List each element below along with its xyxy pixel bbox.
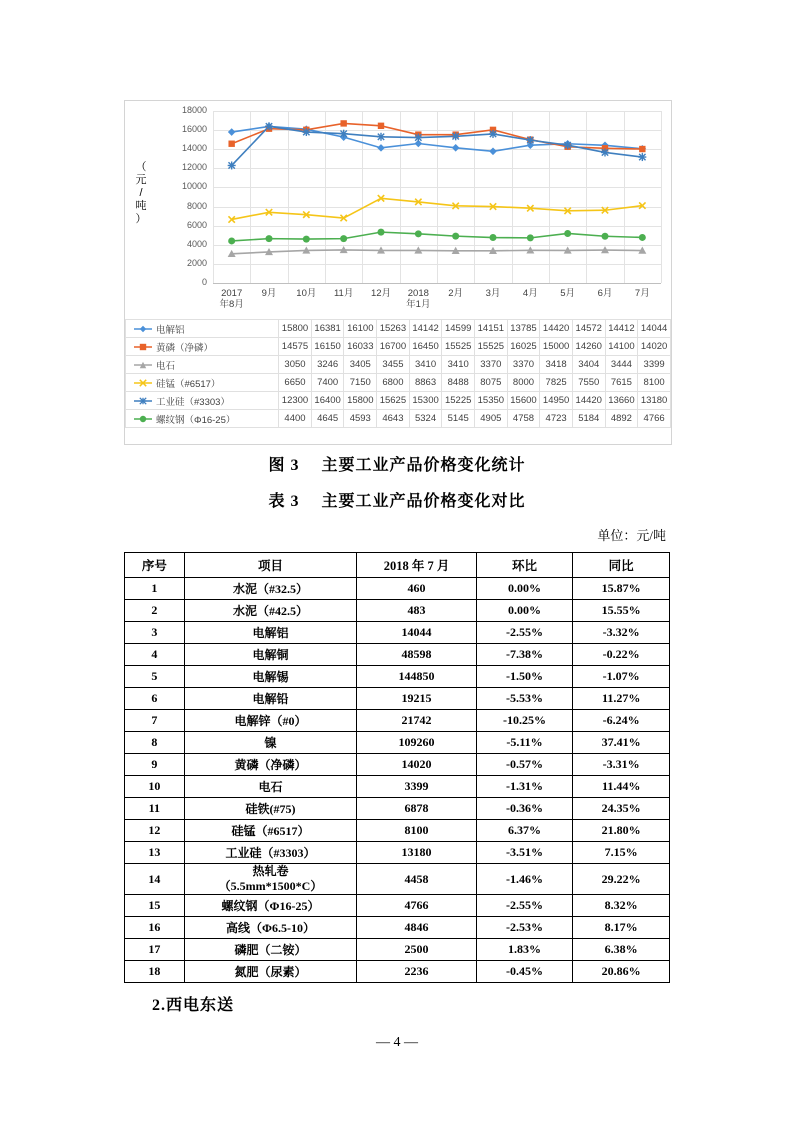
cell-yoy: -3.31% xyxy=(573,754,670,776)
cell-item: 电解铜 xyxy=(184,644,357,666)
cell-yoy: 6.38% xyxy=(573,939,670,961)
chart-table-row xyxy=(126,356,671,374)
cell-no: 18 xyxy=(125,961,185,983)
chart-table-cell: 4905 xyxy=(475,410,508,428)
chart-table-row xyxy=(126,410,671,428)
chart-table-cell: 8075 xyxy=(475,374,508,392)
cell-value: 14020 xyxy=(357,754,476,776)
chart-y-tick: 8000 xyxy=(186,200,207,211)
chart-table-cell: 14575 xyxy=(279,338,312,356)
chart-table-row xyxy=(126,338,671,356)
table-row xyxy=(125,710,670,732)
cell-value: 4458 xyxy=(357,864,476,895)
table-row xyxy=(125,961,670,983)
chart-x-tick-labels xyxy=(213,286,661,316)
chart-table-cell: 16700 xyxy=(377,338,410,356)
cell-no: 9 xyxy=(125,754,185,776)
chart-series-legend-1 xyxy=(126,320,279,338)
cell-no: 3 xyxy=(125,622,185,644)
cell-mom: -1.50% xyxy=(476,666,573,688)
chart-table-cell: 13180 xyxy=(638,392,671,410)
cell-item: 水泥（#42.5） xyxy=(184,600,357,622)
cell-yoy: 37.41% xyxy=(573,732,670,754)
cell-no: 11 xyxy=(125,798,185,820)
cell-mom: -0.57% xyxy=(476,754,573,776)
legend-marker-icon xyxy=(134,396,152,406)
chart-x-tick: 3月 xyxy=(485,288,501,299)
chart-table-row xyxy=(126,320,671,338)
chart-series-1 xyxy=(228,123,646,155)
table-row xyxy=(125,644,670,666)
chart-series-legend-5 xyxy=(126,392,279,410)
chart-series-name: 电石 xyxy=(156,360,176,372)
cell-mom: -0.36% xyxy=(476,798,573,820)
cell-mom: 0.00% xyxy=(476,578,573,600)
cell-item: 电解锡 xyxy=(184,666,357,688)
cell-value: 4766 xyxy=(357,895,476,917)
cell-item: 热轧卷 （5.5mm*1500*C） xyxy=(184,864,357,895)
chart-x-tick: 12月 xyxy=(370,288,392,299)
chart-series-legend-4 xyxy=(126,374,279,392)
product-price-table xyxy=(124,552,670,983)
chart-y-tick: 12000 xyxy=(181,162,207,173)
chart-table-cell: 5184 xyxy=(572,410,605,428)
legend-marker-icon xyxy=(134,324,152,334)
chart-table-cell: 15263 xyxy=(377,320,410,338)
cell-value: 6878 xyxy=(357,798,476,820)
table-row xyxy=(125,600,670,622)
table-row xyxy=(125,864,670,895)
chart-x-tick: 9月 xyxy=(261,288,277,299)
chart-y-tick: 14000 xyxy=(181,143,207,154)
cell-item: 镍 xyxy=(184,732,357,754)
chart-series-legend-3 xyxy=(126,356,279,374)
chart-table-cell: 4723 xyxy=(540,410,573,428)
cell-yoy: 21.80% xyxy=(573,820,670,842)
chart-table-cell: 3370 xyxy=(475,356,508,374)
cell-value: 4846 xyxy=(357,917,476,939)
chart-table-cell: 15800 xyxy=(279,320,312,338)
cell-item: 氮肥（尿素） xyxy=(184,961,357,983)
cell-value: 13180 xyxy=(357,842,476,864)
chart-table-row xyxy=(126,374,671,392)
cell-item: 电石 xyxy=(184,776,357,798)
chart-series-name: 螺纹钢（Φ16-25） xyxy=(156,414,236,426)
chart-table-cell: 13660 xyxy=(605,392,638,410)
cell-item: 工业硅（#3303） xyxy=(184,842,357,864)
chart-table-cell: 8863 xyxy=(409,374,442,392)
header-cell-value: 2018 年 7 月 xyxy=(357,553,476,578)
chart-table-cell: 16381 xyxy=(311,320,344,338)
cell-yoy: -6.24% xyxy=(573,710,670,732)
cell-yoy: 15.55% xyxy=(573,600,670,622)
chart-table-cell: 14044 xyxy=(638,320,671,338)
chart-table-cell: 16025 xyxy=(507,338,540,356)
cell-item: 硅铁(#75) xyxy=(184,798,357,820)
cell-value: 8100 xyxy=(357,820,476,842)
cell-item: 高线（Φ6.5-10） xyxy=(184,917,357,939)
table-row xyxy=(125,754,670,776)
chart-table-cell: 4758 xyxy=(507,410,540,428)
chart-table-cell: 3405 xyxy=(344,356,377,374)
table-caption: 表 3 主要工业产品价格变化对比 xyxy=(268,493,526,510)
cell-value: 109260 xyxy=(357,732,476,754)
chart-x-tick: 2017 年8月 xyxy=(219,288,244,310)
chart-table-row xyxy=(126,392,671,410)
cell-no: 15 xyxy=(125,895,185,917)
chart-table-cell: 16400 xyxy=(311,392,344,410)
chart-y-tick: 2000 xyxy=(186,257,207,268)
chart-y-tick: 4000 xyxy=(186,238,207,249)
chart-table-cell: 14950 xyxy=(540,392,573,410)
chart-series-6 xyxy=(228,229,646,245)
chart-x-tick: 7月 xyxy=(634,288,650,299)
legend-marker-icon xyxy=(134,378,152,388)
chart-table-cell: 3050 xyxy=(279,356,312,374)
cell-no: 7 xyxy=(125,710,185,732)
chart-table-cell: 4643 xyxy=(377,410,410,428)
cell-item: 黄磷（净磷） xyxy=(184,754,357,776)
chart-table-cell: 14420 xyxy=(540,320,573,338)
cell-item: 螺纹钢（Φ16-25） xyxy=(184,895,357,917)
cell-item: 电解铅 xyxy=(184,688,357,710)
chart-table-cell: 7150 xyxy=(344,374,377,392)
chart-table-cell: 3399 xyxy=(638,356,671,374)
chart-y-tick: 0 xyxy=(201,277,207,287)
chart-series-name: 工业硅（#3303） xyxy=(156,396,230,408)
chart-x-axis xyxy=(213,283,661,284)
chart-table-cell: 14572 xyxy=(572,320,605,338)
cell-mom: -1.46% xyxy=(476,864,573,895)
legend-marker-icon xyxy=(134,360,152,370)
cell-yoy: 29.22% xyxy=(573,864,670,895)
chart-table-cell: 5145 xyxy=(442,410,475,428)
chart-table-cell: 16033 xyxy=(344,338,377,356)
cell-no: 10 xyxy=(125,776,185,798)
chart-table-cell: 13785 xyxy=(507,320,540,338)
legend-marker-icon xyxy=(134,342,152,352)
chart-series-lines xyxy=(213,111,661,283)
figure-caption: 图 3 主要工业产品价格变化统计 xyxy=(268,457,526,474)
chart-table-cell: 14412 xyxy=(605,320,638,338)
unit-note: 单位：元/吨 xyxy=(597,528,666,543)
table-row xyxy=(125,732,670,754)
chart-table-cell: 4645 xyxy=(311,410,344,428)
cell-no: 4 xyxy=(125,644,185,666)
cell-yoy: -3.32% xyxy=(573,622,670,644)
cell-mom: 1.83% xyxy=(476,939,573,961)
chart-y-tick: 6000 xyxy=(186,219,207,230)
chart-table-cell: 4593 xyxy=(344,410,377,428)
cell-value: 21742 xyxy=(357,710,476,732)
cell-no: 14 xyxy=(125,864,185,895)
chart-table-cell: 15625 xyxy=(377,392,410,410)
chart-table-cell: 3246 xyxy=(311,356,344,374)
cell-yoy: 11.44% xyxy=(573,776,670,798)
chart-series-legend-2 xyxy=(126,338,279,356)
chart-series-name: 硅锰（#6517） xyxy=(156,378,221,390)
chart-table-cell: 3410 xyxy=(409,356,442,374)
chart-x-tick: 4月 xyxy=(522,288,538,299)
cell-yoy: -0.22% xyxy=(573,644,670,666)
chart-plot xyxy=(213,111,661,283)
legend-marker-icon xyxy=(134,414,152,424)
chart-table-cell: 8100 xyxy=(638,374,671,392)
table-row xyxy=(125,622,670,644)
chart-series-4 xyxy=(228,195,645,223)
cell-mom: -0.45% xyxy=(476,961,573,983)
chart-table-cell: 15600 xyxy=(507,392,540,410)
chart-table-cell: 7550 xyxy=(572,374,605,392)
table-header-row xyxy=(125,553,670,578)
cell-yoy: 7.15% xyxy=(573,842,670,864)
chart-y-tick: 10000 xyxy=(181,181,207,192)
cell-no: 2 xyxy=(125,600,185,622)
chart-table-cell: 14100 xyxy=(605,338,638,356)
chart-table-cell: 7400 xyxy=(311,374,344,392)
chart-data-table xyxy=(125,319,671,428)
cell-no: 8 xyxy=(125,732,185,754)
chart-x-tick: 2月 xyxy=(448,288,464,299)
cell-mom: 6.37% xyxy=(476,820,573,842)
chart-y-axis-label: （ 元 / 吨 ） xyxy=(135,161,147,225)
cell-value: 144850 xyxy=(357,666,476,688)
cell-yoy: 11.27% xyxy=(573,688,670,710)
chart-table-cell: 15800 xyxy=(344,392,377,410)
header-cell-yoy: 同比 xyxy=(573,553,670,578)
price-trend-chart xyxy=(124,100,672,445)
cell-mom: -2.55% xyxy=(476,895,573,917)
cell-no: 6 xyxy=(125,688,185,710)
cell-no: 16 xyxy=(125,917,185,939)
cell-mom: -10.25% xyxy=(476,710,573,732)
chart-y-tick: 16000 xyxy=(181,124,207,135)
cell-yoy: 8.17% xyxy=(573,917,670,939)
chart-table-cell: 14260 xyxy=(572,338,605,356)
cell-item: 电解锌（#0） xyxy=(184,710,357,732)
cell-no: 17 xyxy=(125,939,185,961)
cell-value: 3399 xyxy=(357,776,476,798)
table-row xyxy=(125,820,670,842)
cell-mom: -2.53% xyxy=(476,917,573,939)
cell-yoy: 15.87% xyxy=(573,578,670,600)
table-row xyxy=(125,917,670,939)
chart-table-cell: 12300 xyxy=(279,392,312,410)
cell-mom: -3.51% xyxy=(476,842,573,864)
chart-table-cell: 16150 xyxy=(311,338,344,356)
chart-table-cell: 4400 xyxy=(279,410,312,428)
cell-mom: 0.00% xyxy=(476,600,573,622)
chart-table-cell: 4766 xyxy=(638,410,671,428)
cell-yoy: -1.07% xyxy=(573,666,670,688)
cell-value: 483 xyxy=(357,600,476,622)
cell-no: 12 xyxy=(125,820,185,842)
chart-x-tick: 6月 xyxy=(597,288,613,299)
chart-table-cell: 14142 xyxy=(409,320,442,338)
chart-table-cell: 3444 xyxy=(605,356,638,374)
cell-value: 460 xyxy=(357,578,476,600)
cell-item: 水泥（#32.5） xyxy=(184,578,357,600)
chart-table-cell: 15225 xyxy=(442,392,475,410)
chart-table-cell: 3410 xyxy=(442,356,475,374)
chart-table-cell: 3455 xyxy=(377,356,410,374)
chart-table-cell: 15525 xyxy=(442,338,475,356)
cell-mom: -5.53% xyxy=(476,688,573,710)
chart-table-cell: 7825 xyxy=(540,374,573,392)
table-row xyxy=(125,798,670,820)
chart-table-cell: 8488 xyxy=(442,374,475,392)
chart-y-tick: 18000 xyxy=(181,105,207,115)
cell-no: 1 xyxy=(125,578,185,600)
cell-no: 5 xyxy=(125,666,185,688)
cell-item: 硅锰（#6517） xyxy=(184,820,357,842)
chart-table-cell: 14599 xyxy=(442,320,475,338)
table-row xyxy=(125,688,670,710)
table-row xyxy=(125,666,670,688)
chart-table-cell: 16100 xyxy=(344,320,377,338)
cell-mom: -7.38% xyxy=(476,644,573,666)
chart-table-cell: 7615 xyxy=(605,374,638,392)
chart-series-legend-6 xyxy=(126,410,279,428)
cell-value: 19215 xyxy=(357,688,476,710)
chart-table-cell: 15300 xyxy=(409,392,442,410)
cell-mom: -5.11% xyxy=(476,732,573,754)
header-cell-mom: 环比 xyxy=(476,553,573,578)
table-row xyxy=(125,578,670,600)
chart-table-cell: 15525 xyxy=(475,338,508,356)
header-cell-no: 序号 xyxy=(125,553,185,578)
cell-item: 电解铝 xyxy=(184,622,357,644)
cell-mom: -1.31% xyxy=(476,776,573,798)
cell-value: 2500 xyxy=(357,939,476,961)
cell-item: 磷肥（二铵） xyxy=(184,939,357,961)
cell-value: 2236 xyxy=(357,961,476,983)
chart-table-cell: 6650 xyxy=(279,374,312,392)
cell-value: 48598 xyxy=(357,644,476,666)
chart-table-cell: 16450 xyxy=(409,338,442,356)
chart-series-name: 黄磷（净磷） xyxy=(156,342,214,354)
chart-table-cell: 3418 xyxy=(540,356,573,374)
chart-table-cell: 14020 xyxy=(638,338,671,356)
table-row xyxy=(125,842,670,864)
page-number: — 4 — xyxy=(376,1035,418,1050)
cell-mom: -2.55% xyxy=(476,622,573,644)
chart-table-cell: 3404 xyxy=(572,356,605,374)
section-heading: 2.西电东送 xyxy=(152,997,235,1014)
chart-x-tick: 2018 年1月 xyxy=(406,288,431,310)
chart-table-cell: 6800 xyxy=(377,374,410,392)
table-row xyxy=(125,776,670,798)
chart-table-cell: 15000 xyxy=(540,338,573,356)
table-row xyxy=(125,895,670,917)
cell-yoy: 20.86% xyxy=(573,961,670,983)
chart-table-cell: 14420 xyxy=(572,392,605,410)
chart-table-cell: 4892 xyxy=(605,410,638,428)
chart-x-tick: 5月 xyxy=(560,288,576,299)
cell-yoy: 8.32% xyxy=(573,895,670,917)
chart-series-name: 电解铝 xyxy=(156,324,185,336)
cell-yoy: 24.35% xyxy=(573,798,670,820)
chart-table-cell: 8000 xyxy=(507,374,540,392)
chart-plot-area xyxy=(125,101,671,319)
chart-table-cell: 5324 xyxy=(409,410,442,428)
chart-series-3 xyxy=(228,246,647,257)
chart-table-cell: 15350 xyxy=(475,392,508,410)
header-cell-item: 项目 xyxy=(184,553,357,578)
chart-x-tick: 10月 xyxy=(296,288,317,299)
table-row xyxy=(125,939,670,961)
chart-table-cell: 14151 xyxy=(475,320,508,338)
chart-x-tick: 11月 xyxy=(333,288,354,299)
chart-table-cell: 3370 xyxy=(507,356,540,374)
cell-value: 14044 xyxy=(357,622,476,644)
cell-no: 13 xyxy=(125,842,185,864)
